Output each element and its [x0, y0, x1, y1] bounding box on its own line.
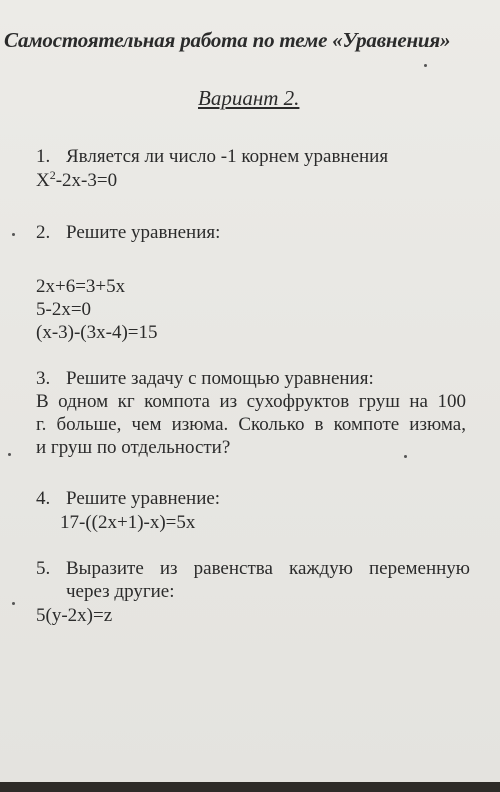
task-1 — [36, 146, 388, 168]
task-1-text: Является ли число -1 корнем уравнения — [66, 146, 389, 167]
task-4 — [36, 488, 220, 510]
page-title: Самостоятельная работа по теме «Уравнения» — [4, 28, 451, 52]
task-3-body-line-1: В одном кг компота из сухофруктов груш на 100 — [36, 391, 466, 412]
task-2 — [36, 222, 220, 244]
task-3-text: Решите задачу с помощью уравнения: — [66, 368, 374, 389]
task-2-number: 2. — [36, 222, 51, 243]
paper-speck — [404, 455, 407, 458]
task-5-number: 5. — [36, 558, 51, 579]
task-2-equation-2: 5-2x=0 — [36, 299, 92, 320]
task-1-equation — [36, 170, 117, 192]
task-2-equation-1: 2x+6=3+5x — [36, 276, 126, 297]
task-1-number: 1. — [36, 146, 51, 167]
task-5-text: Выразите из равенства каждую переменную — [66, 558, 470, 579]
paper-speck — [12, 233, 15, 236]
equation-base: X — [36, 170, 50, 191]
task-2-text: Решите уравнения: — [66, 222, 221, 243]
equation-exponent: 2 — [49, 168, 56, 182]
table-surface — [0, 782, 500, 792]
paper-speck — [12, 602, 15, 605]
task-2-equation-3: (x-3)-(3x-4)=15 — [36, 322, 158, 343]
task-3-body-line-2: г. больше, чем изюма. Сколько в компоте изюма, — [36, 414, 466, 435]
paper-speck — [8, 453, 11, 456]
task-5-equation: 5(y-2x)=z — [36, 605, 113, 626]
task-4-text: Решите уравнение: — [66, 488, 221, 509]
task-3-body-line-3: и груш по отдельности? — [36, 437, 231, 458]
task-5-text-cont: через другие: — [66, 581, 175, 602]
task-4-equation: 17-((2x+1)-x)=5x — [60, 512, 196, 533]
variant-heading: Вариант 2. — [198, 86, 300, 110]
paper-speck — [424, 64, 427, 67]
task-4-number: 4. — [36, 488, 51, 509]
equation-rest: -2x-3=0 — [55, 170, 118, 191]
task-5 — [36, 558, 470, 580]
task-3-number: 3. — [36, 368, 51, 389]
task-3 — [36, 368, 374, 390]
